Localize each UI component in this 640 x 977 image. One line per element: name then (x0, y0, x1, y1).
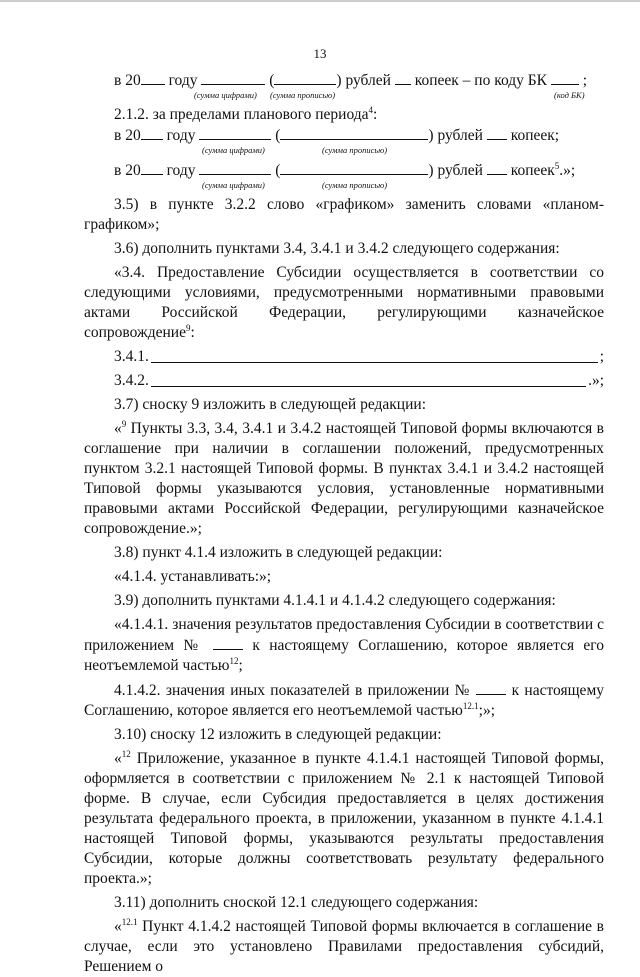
item-3-4-2: 3.4.2. .»; (114, 372, 604, 389)
paragraph-3-7: 3.7) сноску 9 изложить в следующей редакции: (114, 396, 426, 413)
page-number: 13 (313, 46, 327, 61)
paragraph-4-1-4-2: 4.1.4.2. значения иных показателей в приложении № к настоящему Соглашению, которое является его неотъемлемой частью$^{12.1}$;»; (84, 682, 604, 719)
footnote-12-text: «$^{12}$ Приложение, указанное в пункте 4.1.4.1 настоящей Типовой формы, оформляется в соответствии с приложением № 2.1 к настоящей Типовой форме. В случае, если Субсидия предоставляется в целях достижения результата федерального проекта, в приложении, указанном в пункте 4.1.4.1 настоящей Типовой формы, указываются результаты предоставления Субсидии, которые должны соответствовать результату федерального проекта.»; (84, 748, 604, 887)
section-2-1-2: 2.1.2. за пределами планового периода$^4$: (114, 104, 378, 123)
fill-line (151, 362, 598, 363)
paragraph-3-4: «3.4. Предоставление Субсидии осуществляется в соответствии со следующими условиями, предусмотренными нормативными правовыми актами Российской Федерации, регулирующими казначейское сопровождение$^9$: (84, 264, 604, 341)
footnote-12-1-text: «$^{12.1}$ Пункт 4.1.4.2 настоящей Типовой формы включается в соглашение в случае, если это установлено Правилами предоставления субсидий, Решением о (84, 916, 604, 975)
year-blank (141, 70, 165, 85)
caption-line-1: (сумма цифрами) (сумма прописью) (код БК) (194, 90, 585, 100)
paragraph-3-11: 3.11) дополнить сноской 12.1 следующего содержания: (114, 894, 479, 911)
paragraph-4-1-4: «4.1.4. устанавливать:»; (114, 568, 272, 585)
bk-code-blank (551, 70, 579, 85)
caption-line-3: (сумма цифрами) (сумма прописью) (202, 180, 388, 190)
amount-line-1: в 20 году ( ) рублей копеек – по коду БК ; (114, 72, 588, 89)
fill-line (151, 386, 586, 387)
item-3-4-1: 3.4.1. ; (114, 348, 604, 365)
sum-digits-blank (201, 70, 265, 85)
document-body (84, 70, 604, 977)
amount-line-2: в 20 году ( ) рублей копеек; (114, 127, 560, 144)
paragraph-3-8: 3.8) пункт 4.1.4 изложить в следующей редакции: (114, 544, 443, 561)
appendix-number-blank (476, 680, 506, 695)
paragraph-3-5: 3.5) в пункте 3.2.2 слово «графиком» заменить словами «планом-графиком»; (84, 196, 604, 233)
kopeck-blank (395, 70, 411, 85)
caption-line-2: (сумма цифрами) (сумма прописью) (202, 145, 388, 155)
paragraph-4-1-4-1: «4.1.4.1. значения результатов предоставления Субсидии в соответствии с приложением № к настоящему Соглашению, которое является его неотъемлемой частью$^{12}$; (84, 616, 605, 674)
appendix-number-blank (213, 635, 243, 650)
paragraph-3-9: 3.9) дополнить пунктами 4.1.4.1 и 4.1.4.2 следующего содержания: (114, 592, 556, 609)
paragraph-3-6: 3.6) дополнить пунктами 3.4, 3.4.1 и 3.4.2 следующего содержания: (114, 240, 560, 257)
year-word: году (168, 72, 198, 89)
amount-line-3: в 20 году ( ) рублей копеек$^5$.»; (114, 160, 576, 179)
top-border (0, 0, 640, 2)
sum-words-blank (274, 70, 336, 85)
paragraph-3-10: 3.10) сноску 12 изложить в следующей редакции: (114, 726, 442, 743)
year-prefix: в 20 (114, 72, 141, 89)
footnote-9-text: «$^9$ Пункты 3.3, 3.4, 3.4.1 и 3.4.2 настоящей Типовой формы включаются в соглашение при наличии в соглашении положений, предусмотренных пунктом 3.2.1 настоящей Типовой формы. В пунктах 3.4.1 и 3.4.2 настоящей Типовой формы указываются условия, установленные нормативными правовыми актами Российской Федерации, регулирующими казначейское сопровождение.»; (84, 418, 604, 537)
